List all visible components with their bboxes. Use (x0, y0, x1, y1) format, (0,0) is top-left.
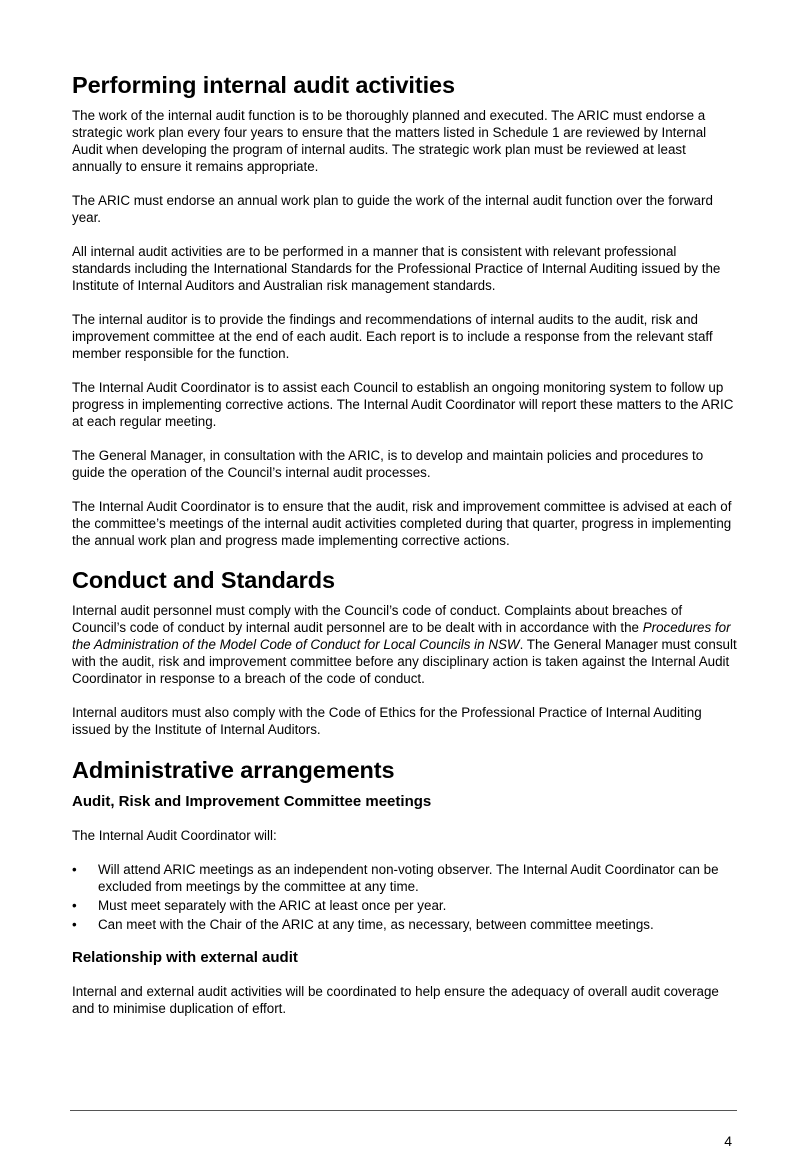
paragraph: The Internal Audit Coordinator is to assist each Council to establish an ongoing monitoring system to follow up progress in implementing corrective actions. The Internal Audit Coordinator will report these matters to the ARIC at each regular meeting. (72, 380, 734, 429)
list-item-text: Can meet with the Chair of the ARIC at any time, as necessary, between committee meetings. (98, 917, 654, 932)
document-page (72, 70, 738, 1034)
section-conduct-and-standards (72, 565, 738, 738)
paragraph-text: . The General Manager must consult with the audit, risk and improvement committee before any disciplinary action is taken against the Internal Audit Coordinator in response to a breach of the code of conduct. (72, 637, 737, 686)
paragraph: The General Manager, in consultation with the ARIC, is to develop and maintain policies and procedures to guide the operation of the Council’s internal audit processes. (72, 448, 704, 480)
paragraph: Internal auditors must also comply with the Code of Ethics for the Professional Practice of Internal Auditing issued by the Institute of Internal Auditors. (72, 705, 702, 737)
list-item (72, 861, 738, 895)
list-item (72, 916, 738, 933)
bullet-list (72, 861, 738, 933)
paragraph (72, 602, 738, 687)
procedures-title: Procedures for the Administration of the Model Code of Conduct for Local Councils in NSW (72, 620, 731, 652)
bullet-icon: • (72, 898, 77, 913)
list-item-text: Will attend ARIC meetings as an independent non-voting observer. The Internal Audit Coordinator can be excluded from meetings by the committee at any time. (98, 862, 719, 894)
paragraph: The Internal Audit Coordinator will: (72, 828, 277, 843)
page-number: 4 (724, 1133, 732, 1149)
bullet-icon: • (72, 862, 77, 877)
footer-divider (70, 1110, 737, 1111)
list-item-text: Must meet separately with the ARIC at least once per year. (98, 898, 447, 913)
section-heading: Conduct and Standards (72, 567, 335, 593)
paragraph-text: Internal audit personnel must comply with the Council’s code of conduct. Complaints about breaches of Council’s code of conduct by internal audit personnel are to be dealt with in accordance with the (72, 603, 683, 635)
paragraph: All internal audit activities are to be performed in a manner that is consistent with relevant professional standards including the International Standards for the Professional Practice of Internal Auditing issued by the Institute of Internal Auditors and Australian risk management standards. (72, 244, 721, 293)
paragraph: The work of the internal audit function is to be thoroughly planned and executed. The ARIC must endorse a strategic work plan every four years to ensure that the matters listed in Schedule 1 are reviewed by Internal Audit when developing the program of internal audits. The strategic work plan must be reviewed at least annually to ensure it remains appropriate. (72, 108, 707, 174)
subheading: Relationship with external audit (72, 949, 298, 966)
list-item (72, 897, 738, 914)
bullet-icon: • (72, 917, 77, 932)
paragraph: The Internal Audit Coordinator is to ensure that the audit, risk and improvement committee is advised at each of the committee’s meetings of the internal audit activities completed during that quarter, progress in implementing the annual work plan and progress made implementing corrective actions. (72, 499, 732, 548)
subheading: Audit, Risk and Improvement Committee meetings (72, 793, 432, 810)
paragraph: The internal auditor is to provide the findings and recommendations of internal audits to the audit, risk and improvement committee at the end of each audit. Each report is to include a response from the relevant staff member responsible for the function. (72, 312, 713, 361)
section-administrative-arrangements (72, 755, 738, 1017)
paragraph: The ARIC must endorse an annual work plan to guide the work of the internal audit function over the forward year. (72, 193, 713, 225)
section-performing-internal-audit (72, 70, 738, 549)
paragraph: Internal and external audit activities will be coordinated to help ensure the adequacy of overall audit coverage and to minimise duplication of effort. (72, 984, 719, 1016)
section-heading: Performing internal audit activities (72, 72, 455, 98)
section-heading: Administrative arrangements (72, 757, 395, 783)
